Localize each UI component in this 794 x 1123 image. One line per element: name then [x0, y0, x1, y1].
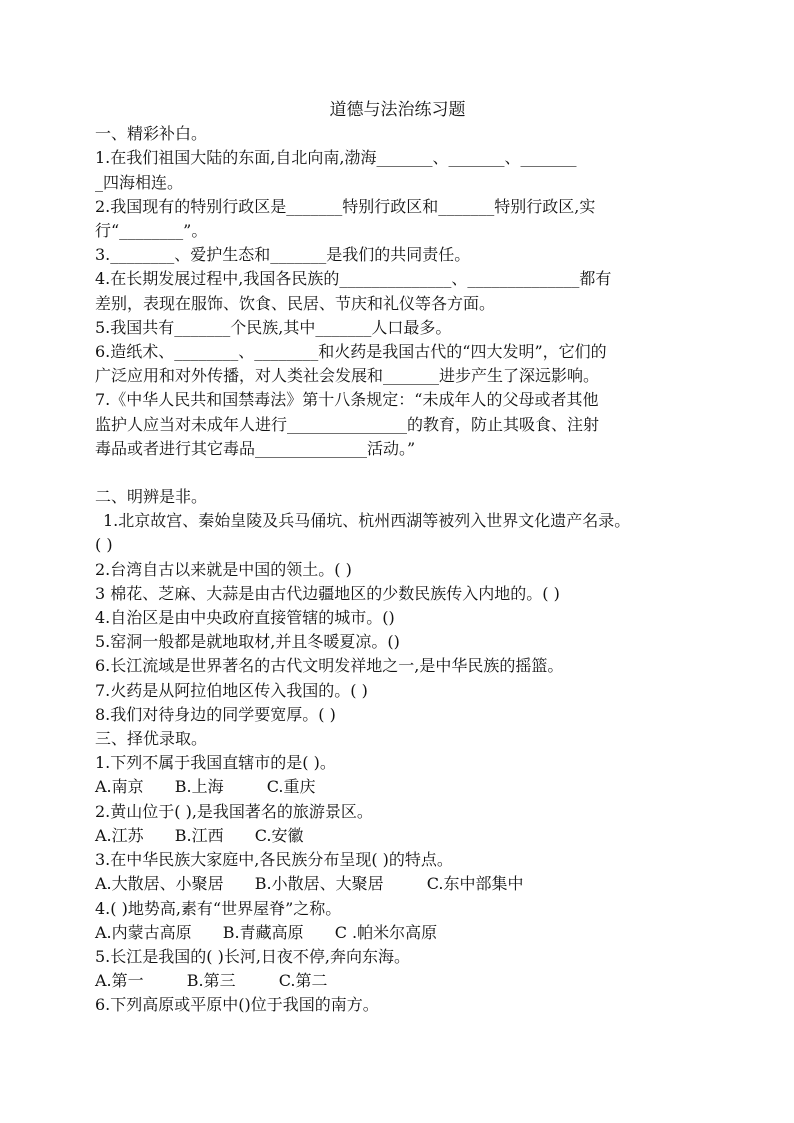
fill-line: 监护人应当对未成年人进行_______________的教育，防止其吸食、注射	[95, 414, 600, 434]
judge-line: 5.窑洞一般都是就地取材,并且冬暖夏凉。()	[95, 632, 400, 652]
option-row	[95, 824, 700, 848]
option-c: C.安徽	[254, 825, 304, 845]
fill-line: 7.《中华人民共和国禁毒法》第十八条规定：“未成年人的父母或者其他	[95, 390, 599, 410]
question-stem: 3.在中华民族大家庭中,各民族分布呈现( )的特点。	[95, 850, 453, 870]
option-a: A.第一	[95, 971, 144, 991]
option-a: A.大散居、小聚居	[95, 874, 224, 894]
option-b: B.第三	[186, 971, 236, 991]
fill-line: 毒品或者进行其它毒品______________活动。”	[95, 438, 416, 458]
judge-line: 7.火药是从阿拉伯地区传入我国的。( )	[95, 680, 368, 700]
option-c: C .帕米尔高原	[334, 922, 438, 942]
question-stem: 5.长江是我国的( )长河,日夜不停,奔向东海。	[95, 946, 411, 966]
judge-line: ( )	[95, 535, 113, 555]
fill-line: 2.我国现有的特别行政区是_______特别行政区和_______特别行政区,实	[95, 196, 596, 216]
section2-heading: 二、明辨是非。	[95, 487, 208, 507]
option-a: A.江苏	[95, 825, 144, 845]
option-b: B.上海	[174, 777, 224, 797]
fill-line: 6.造纸术、________、________和火药是我国古代的“四大发明”，它们的	[95, 342, 607, 362]
section3-heading: 三、择优录取。	[95, 729, 208, 749]
fill-line: 差别，表现在服饰、饮食、民居、节庆和礼仪等各方面。	[95, 293, 496, 313]
option-b: B.青藏高原	[222, 922, 304, 942]
option-row	[95, 969, 700, 993]
question-stem: 1.下列不属于我国直辖市的是( )。	[95, 753, 336, 773]
option-row	[95, 921, 700, 945]
judge-line: 8.我们对待身边的同学要宽厚。( )	[95, 704, 336, 724]
judge-line: 1.北京故宫、秦始皇陵及兵马俑坑、杭州西湖等被列入世界文化遗产名录。	[103, 511, 631, 531]
option-row	[95, 872, 700, 896]
question-stem: 2.黄山位于( ),是我国著名的旅游景区。	[95, 801, 373, 821]
worksheet-page	[95, 98, 700, 1018]
question-stem: 6.下列高原或平原中()位于我国的南方。	[95, 995, 379, 1015]
option-row	[95, 775, 700, 799]
option-c: C.重庆	[266, 777, 316, 797]
fill-line: 4.在长期发展过程中,我国各民族的______________、______________都有	[95, 269, 612, 289]
option-c: C.东中部集中	[426, 874, 524, 894]
option-a: A.内蒙古高原	[95, 922, 192, 942]
section1-heading: 一、精彩补白。	[95, 124, 208, 144]
fill-line: 行“________”。	[95, 221, 208, 241]
fill-line: 1.在我们祖国大陆的东面,自北向南,渤海_______、_______、_______	[95, 148, 577, 168]
page-title: 道德与法治练习题	[329, 100, 466, 120]
section-gap	[95, 461, 700, 485]
option-b: B.小散居、大聚居	[254, 874, 384, 894]
judge-line: 4.自治区是由中央政府直接管辖的城市。()	[95, 608, 395, 628]
question-stem: 4.( )地势高,素有“世界屋脊”之称。	[95, 898, 342, 918]
fill-line: 广泛应用和对外传播，对人类社会发展和_______进步产生了深远影响。	[95, 366, 600, 386]
fill-line: _四海相连。	[95, 172, 184, 192]
fill-line: 3.________、爱护生态和_______是我们的共同责任。	[95, 245, 471, 265]
fill-line: 5.我国共有_______个民族,其中_______人口最多。	[95, 317, 452, 337]
judge-line: 2.台湾自古以来就是中国的领土。( )	[95, 559, 352, 579]
judge-line: 3 棉花、芝麻、大蒜是由古代边疆地区的少数民族传入内地的。( )	[95, 583, 560, 603]
judge-line: 6.长江流域是世界著名的古代文明发祥地之一,是中华民族的摇篮。	[95, 656, 564, 676]
option-a: A.南京	[95, 777, 144, 797]
option-b: B.江西	[174, 825, 224, 845]
option-c: C.第二	[278, 971, 328, 991]
